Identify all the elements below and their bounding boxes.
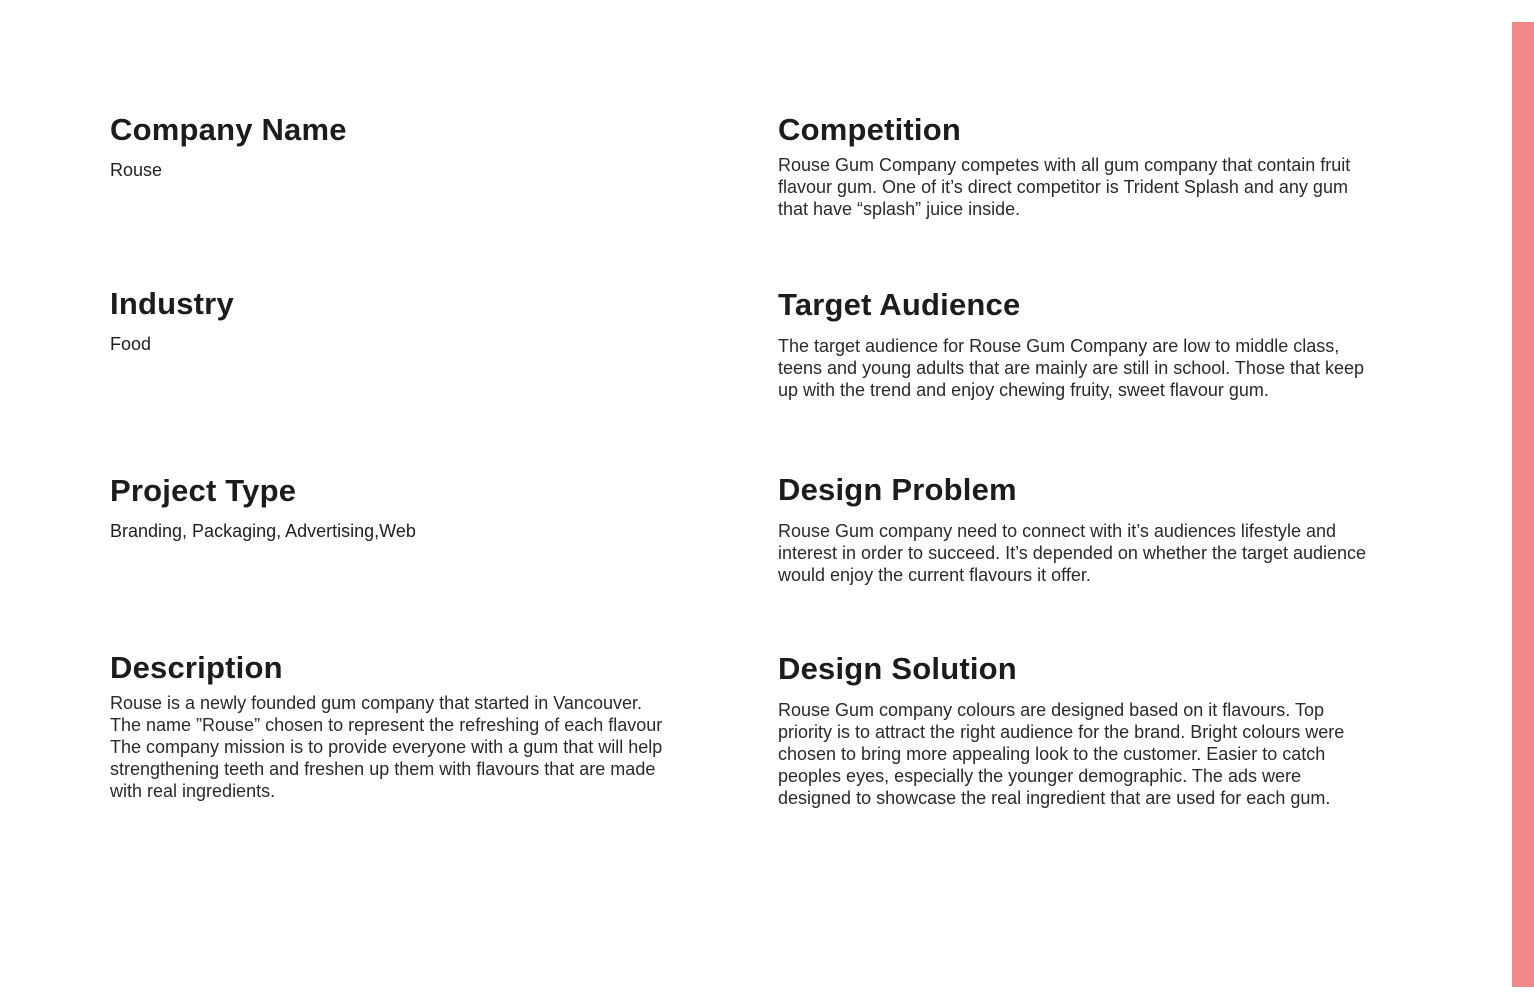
target-audience-line: The target audience for Rouse Gum Company are low to middle class, (778, 336, 1340, 356)
design-solution-line: priority is to attract the right audience for the brand. Bright colours were (778, 722, 1345, 742)
description-line: strengthening teeth and freshen up them with flavours that are made (110, 759, 656, 779)
company-name-heading: Company Name (110, 112, 347, 147)
company-name-section (110, 112, 347, 181)
accent-bar (1512, 22, 1534, 987)
description-line: The company mission is to provide everyone with a gum that will help (110, 737, 663, 757)
project-type-section (110, 473, 416, 542)
competition-line: Rouse Gum Company competes with all gum company that contain fruit (778, 155, 1351, 175)
design-solution-line: peoples eyes, especially the younger demographic. The ads were (778, 766, 1301, 786)
design-problem-line: Rouse Gum company need to connect with it’s audiences lifestyle and (778, 521, 1336, 541)
description-text (110, 692, 662, 802)
competition-line: flavour gum. One of it’s direct competitor is Trident Splash and any gum (778, 177, 1348, 197)
competition-section (778, 112, 1350, 220)
design-solution-section (778, 651, 1344, 809)
design-solution-line: Rouse Gum company colours are designed based on it flavours. Top (778, 700, 1324, 720)
design-problem-line: interest in order to succeed. It’s depended on whether the target audience (778, 543, 1367, 563)
project-type-heading: Project Type (110, 473, 297, 508)
design-problem-text (778, 520, 1366, 586)
competition-line: that have “splash” juice inside. (778, 199, 1021, 219)
target-audience-line: teens and young adults that are mainly are still in school. Those that keep (778, 358, 1365, 378)
design-solution-heading: Design Solution (778, 651, 1017, 686)
competition-heading: Competition (778, 112, 962, 147)
design-solution-line: designed to showcase the real ingredient that are used for each gum. (778, 788, 1331, 808)
description-line: with real ingredients. (110, 781, 276, 801)
design-problem-section (778, 472, 1366, 586)
description-heading: Description (110, 650, 283, 685)
target-audience-line: up with the trend and enjoy chewing fruity, sweet flavour gum. (778, 380, 1269, 400)
project-type-value: Branding, Packaging, Advertising,Web (110, 521, 416, 541)
design-solution-line: chosen to bring more appealing look to the customer. Easier to catch (778, 744, 1326, 764)
design-problem-line: would enjoy the current flavours it offer. (778, 565, 1091, 585)
competition-text (778, 154, 1350, 220)
industry-heading: Industry (110, 286, 234, 321)
industry-section (110, 286, 234, 355)
target-audience-heading: Target Audience (778, 287, 1021, 322)
industry-value: Food (110, 334, 152, 354)
design-problem-heading: Design Problem (778, 472, 1017, 507)
company-name-value: Rouse (110, 160, 163, 180)
target-audience-text (778, 335, 1364, 401)
description-section (110, 650, 662, 802)
description-line: The name ”Rouse” chosen to represent the refreshing of each flavour (110, 715, 663, 735)
target-audience-section (778, 287, 1364, 401)
design-solution-text (778, 699, 1344, 809)
description-line: Rouse is a newly founded gum company that started in Vancouver. (110, 693, 642, 713)
